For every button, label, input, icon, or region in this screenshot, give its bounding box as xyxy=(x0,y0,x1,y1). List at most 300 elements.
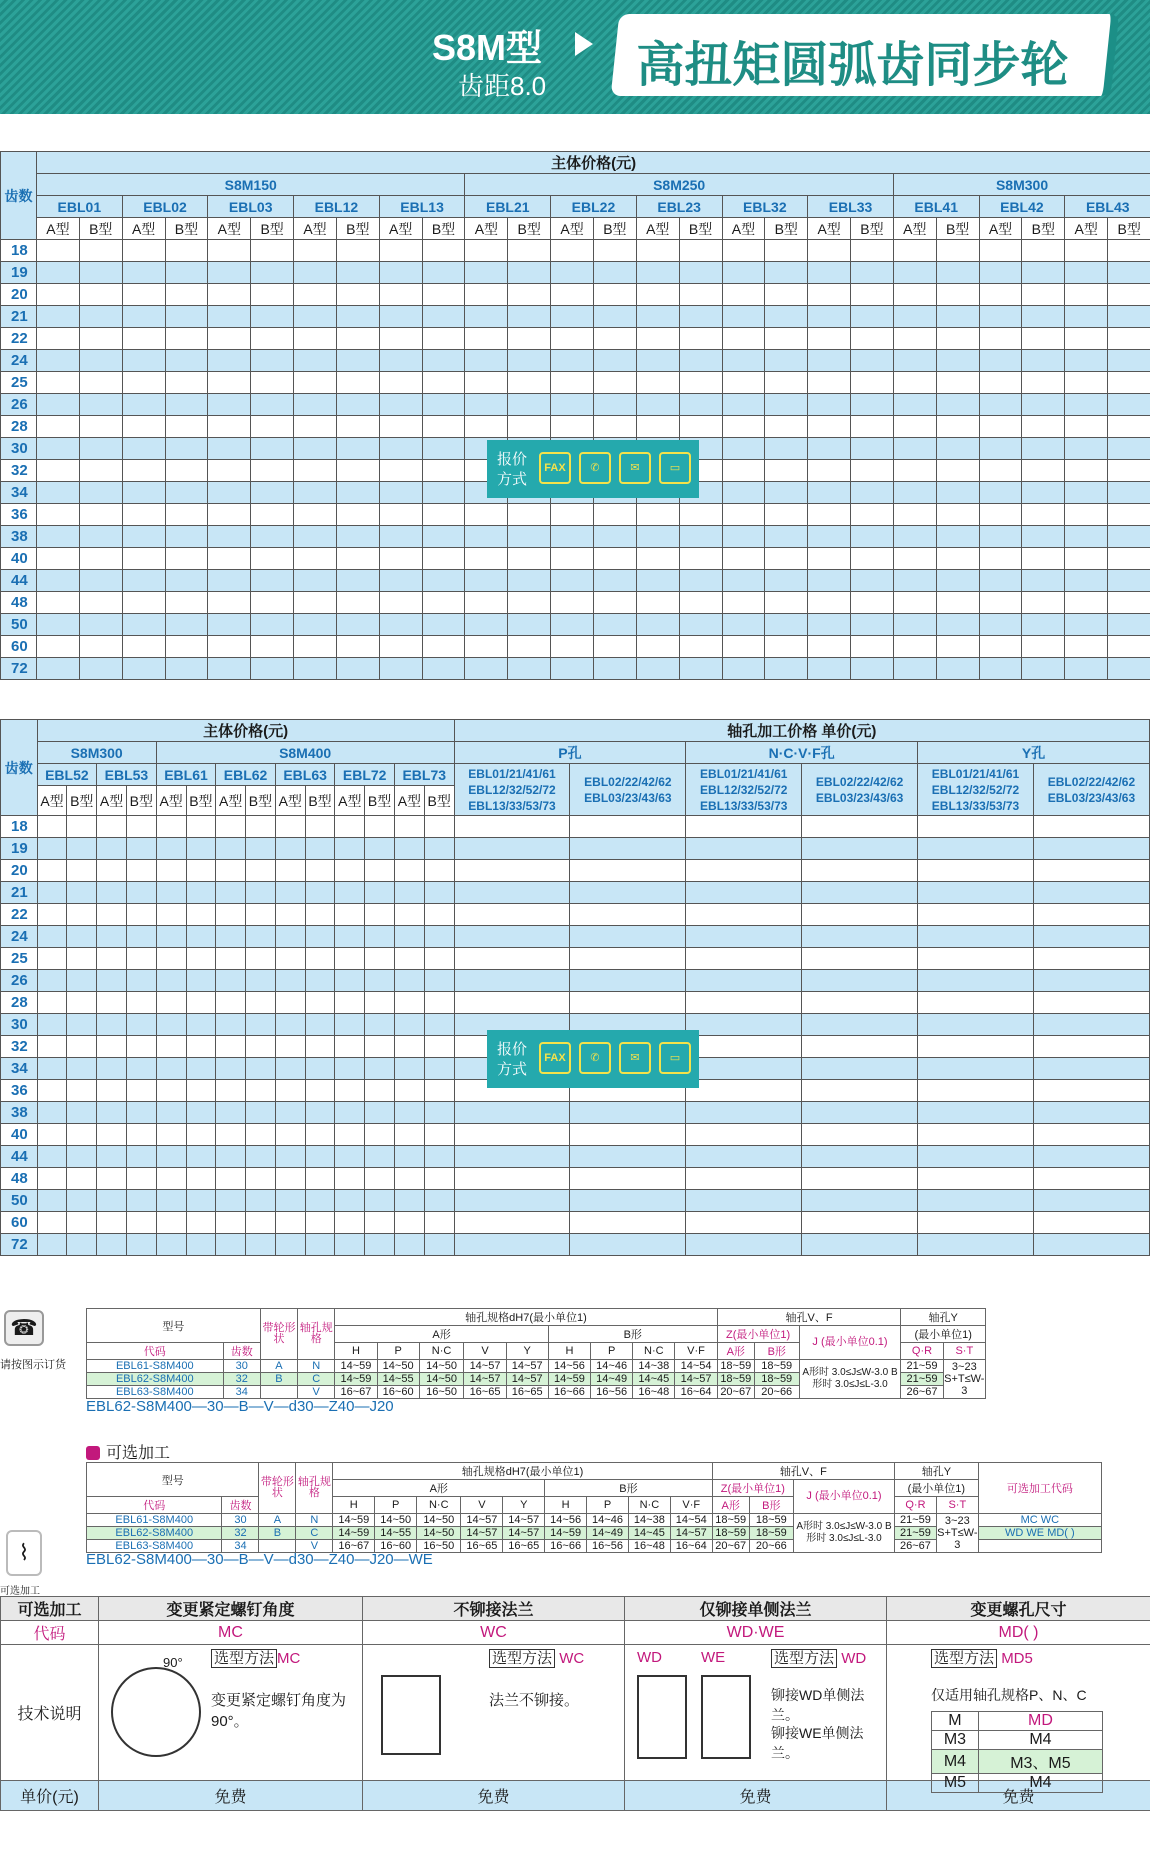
price-cell xyxy=(722,570,765,592)
sub-head: N·C xyxy=(419,1343,464,1360)
spec-cell: 14~56 xyxy=(545,1514,587,1527)
price-cell xyxy=(379,262,422,284)
quote-method-stamp[interactable] xyxy=(487,440,699,498)
price-cell xyxy=(335,1036,365,1058)
shape-head: 带轮形状 xyxy=(260,1309,297,1360)
price-cell xyxy=(305,882,335,904)
sub-head: P xyxy=(377,1343,419,1360)
price-cell xyxy=(165,284,208,306)
price-cell xyxy=(79,350,122,372)
price-cell xyxy=(1108,526,1150,548)
price-cell xyxy=(37,1212,67,1234)
price-cell xyxy=(1065,372,1108,394)
price-cell xyxy=(1022,240,1065,262)
price-cell xyxy=(97,860,127,882)
price-cell xyxy=(251,306,294,328)
teeth-value: 32 xyxy=(1,460,37,482)
price-cell xyxy=(122,284,165,306)
mc-code: MC xyxy=(277,1650,301,1667)
price-cell xyxy=(424,1124,454,1146)
md-r-m: M4 xyxy=(932,1750,979,1774)
price-cell xyxy=(186,882,216,904)
code-header: EBL42 xyxy=(979,196,1065,218)
price-cell xyxy=(1022,482,1065,504)
price-cell xyxy=(722,658,765,680)
price-cell xyxy=(122,372,165,394)
spec-cell: 14~59 xyxy=(335,1373,377,1386)
teeth-value: 36 xyxy=(1,1080,38,1102)
price-cell xyxy=(454,992,570,1014)
spec-cell: N xyxy=(296,1514,333,1527)
price-cell xyxy=(722,416,765,438)
price-cell xyxy=(246,1146,276,1168)
price-cell xyxy=(186,992,216,1014)
price-cell xyxy=(216,970,246,992)
quote-method-stamp-2[interactable] xyxy=(487,1030,699,1088)
price-cell xyxy=(251,460,294,482)
price-cell xyxy=(593,328,636,350)
spec-cell: 14~49 xyxy=(591,1373,633,1386)
price-cell xyxy=(335,1212,365,1234)
price-cell xyxy=(722,284,765,306)
price-cell xyxy=(1065,658,1108,680)
price-cell xyxy=(275,1234,305,1256)
type-a-header: A型 xyxy=(808,218,851,240)
price-cell xyxy=(465,526,508,548)
screen-icon: ▭ xyxy=(659,452,691,484)
spec-cell: 14~56 xyxy=(548,1360,590,1373)
spec-cell: B xyxy=(260,1373,297,1386)
price-cell xyxy=(593,526,636,548)
price-cell xyxy=(422,416,465,438)
price-cell xyxy=(394,926,424,948)
price-cell xyxy=(454,1168,570,1190)
price-cell xyxy=(37,284,80,306)
price-cell xyxy=(251,504,294,526)
price-cell xyxy=(1065,570,1108,592)
teeth-value: 48 xyxy=(1,1168,38,1190)
price-cell xyxy=(79,438,122,460)
price-cell xyxy=(67,1190,97,1212)
price-cell xyxy=(1033,1014,1149,1036)
hole-models-a: EBL01/21/41/61 EBL12/32/52/72 EBL13/33/53/73 xyxy=(454,764,570,816)
price-cell xyxy=(1022,570,1065,592)
price-cell xyxy=(508,658,551,680)
price-cell xyxy=(1108,482,1150,504)
spec-cell: 32 xyxy=(222,1527,259,1540)
price-cell xyxy=(636,240,679,262)
price-cell xyxy=(335,860,365,882)
b-shape-head: B形 xyxy=(548,1326,717,1343)
price-cell xyxy=(122,570,165,592)
opt-head-2: 不铆接法兰 xyxy=(363,1597,625,1621)
price-cell xyxy=(365,838,395,860)
price-cell xyxy=(79,372,122,394)
price-cell xyxy=(335,1146,365,1168)
price-cell xyxy=(679,592,722,614)
type-b-header: B型 xyxy=(126,786,156,816)
price-cell xyxy=(79,570,122,592)
price-cell xyxy=(808,240,851,262)
price-cell xyxy=(305,948,335,970)
type-a-header: A型 xyxy=(208,218,251,240)
price-cell xyxy=(365,1102,395,1124)
price-cell xyxy=(686,1212,802,1234)
price-cell xyxy=(165,394,208,416)
price-cell xyxy=(570,948,686,970)
price-cell xyxy=(424,1212,454,1234)
sub-head: Q·R xyxy=(901,1343,943,1360)
price-cell xyxy=(208,394,251,416)
price-cell xyxy=(424,970,454,992)
model-head: 型号 xyxy=(87,1463,259,1497)
price-cell xyxy=(97,1212,127,1234)
price-cell xyxy=(394,904,424,926)
price-cell xyxy=(246,838,276,860)
teeth-value: 34 xyxy=(1,1058,38,1080)
spec-cell: 14~57 xyxy=(670,1527,712,1540)
price-cell xyxy=(979,262,1022,284)
price-cell xyxy=(1108,262,1150,284)
price-cell xyxy=(275,948,305,970)
opt-code-wdwe: WD·WE xyxy=(625,1621,887,1645)
price-cell xyxy=(336,328,379,350)
price-cell xyxy=(851,636,894,658)
price-cell xyxy=(636,614,679,636)
spec-cell: B xyxy=(259,1527,296,1540)
price-cell xyxy=(1108,306,1150,328)
pitch-label: 齿距8.0 xyxy=(458,71,547,101)
table-row xyxy=(1,1168,1150,1190)
price-cell xyxy=(1108,460,1150,482)
price-cell xyxy=(802,1080,918,1102)
price-cell xyxy=(156,1212,186,1234)
hole-models-b: EBL02/22/42/62 EBL03/23/43/63 xyxy=(1033,764,1149,816)
sub-head: H xyxy=(335,1343,377,1360)
price-cell xyxy=(126,926,156,948)
price-cell xyxy=(216,882,246,904)
order-spec-table xyxy=(86,1308,986,1399)
we-diagram xyxy=(701,1675,751,1759)
price-cell xyxy=(294,394,337,416)
mc-angle: 90° xyxy=(163,1655,183,1670)
spec-cell: 16~64 xyxy=(675,1386,717,1399)
price-cell xyxy=(294,658,337,680)
price-cell xyxy=(122,350,165,372)
price-cell xyxy=(722,438,765,460)
sub-head: Q·R xyxy=(895,1497,937,1514)
price-cell xyxy=(294,460,337,482)
price-cell xyxy=(918,1080,1034,1102)
price-cell xyxy=(424,1058,454,1080)
price-cell xyxy=(424,1190,454,1212)
price-cell xyxy=(593,614,636,636)
price-cell xyxy=(37,948,67,970)
md-code: MD5 xyxy=(1001,1650,1033,1667)
price-cell xyxy=(251,328,294,350)
price-cell xyxy=(1022,526,1065,548)
price-cell xyxy=(379,658,422,680)
table-row xyxy=(1,284,1150,306)
price-cell xyxy=(246,1058,276,1080)
price-cell xyxy=(126,1058,156,1080)
price-cell xyxy=(97,1146,127,1168)
sub-head: V xyxy=(464,1343,506,1360)
price-cell xyxy=(936,592,979,614)
mail-icon: ✉ xyxy=(619,1042,651,1074)
price-cell xyxy=(1022,636,1065,658)
price-cell xyxy=(251,482,294,504)
teeth-value: 50 xyxy=(1,614,37,636)
price-cell xyxy=(379,394,422,416)
price-cell xyxy=(156,970,186,992)
price-cell xyxy=(722,482,765,504)
opt-head-4: 变更螺孔尺寸 xyxy=(887,1597,1150,1621)
type-a-header: A型 xyxy=(294,218,337,240)
price-cell xyxy=(305,904,335,926)
price-cell xyxy=(465,548,508,570)
spec-cell: 18~59 xyxy=(749,1514,793,1527)
price-cell xyxy=(379,504,422,526)
price-cell xyxy=(722,240,765,262)
price-cell xyxy=(765,306,808,328)
price-cell xyxy=(394,838,424,860)
price-cell xyxy=(636,592,679,614)
price-cell xyxy=(165,328,208,350)
code-header: EBL12 xyxy=(294,196,380,218)
price-cell xyxy=(765,416,808,438)
price-cell xyxy=(37,1190,67,1212)
price-cell xyxy=(1022,592,1065,614)
group-header: S8M250 xyxy=(465,174,893,196)
price-cell xyxy=(156,926,186,948)
table-row xyxy=(1,1190,1150,1212)
price-cell xyxy=(275,1058,305,1080)
md-r-md: M3、M5 xyxy=(978,1750,1102,1774)
price-cell xyxy=(394,948,424,970)
price-cell xyxy=(979,592,1022,614)
price-cell xyxy=(593,350,636,372)
screen-icon: ▭ xyxy=(659,1042,691,1074)
price-cell xyxy=(97,926,127,948)
price-cell xyxy=(422,262,465,284)
price-cell xyxy=(808,460,851,482)
teeth-value: 50 xyxy=(1,1190,38,1212)
price-cell xyxy=(336,240,379,262)
price-cell xyxy=(79,548,122,570)
price-header: 主体价格(元) xyxy=(37,152,1150,174)
option-sample: EBL62-S8M400—30—B—V—d30—Z40—J20—WE xyxy=(86,1551,433,1568)
price-cell xyxy=(216,1212,246,1234)
price-cell xyxy=(165,438,208,460)
type-a-header: A型 xyxy=(37,218,80,240)
price-cell xyxy=(275,1014,305,1036)
price-cell xyxy=(1065,262,1108,284)
price-cell xyxy=(422,284,465,306)
spec-cell: 20~67 xyxy=(717,1386,754,1399)
price-cell xyxy=(97,1036,127,1058)
price-cell xyxy=(1033,1190,1149,1212)
price-cell xyxy=(365,1190,395,1212)
price-cell xyxy=(335,1102,365,1124)
price-cell xyxy=(251,372,294,394)
price-cell xyxy=(1033,1058,1149,1080)
j-rule: A形时 3.0≤J≤W-3.0 B形时 3.0≤J≤L-3.0 xyxy=(793,1514,894,1553)
price-cell xyxy=(126,838,156,860)
price-cell xyxy=(1108,240,1150,262)
price-cell xyxy=(636,350,679,372)
price-cell xyxy=(216,1146,246,1168)
price-cell xyxy=(422,372,465,394)
md-r-md: M4 xyxy=(978,1731,1102,1750)
price-cell xyxy=(686,1036,802,1058)
price-cell xyxy=(305,1058,335,1080)
stamp-text-1: 报价 xyxy=(497,1041,528,1058)
price-cell xyxy=(379,284,422,306)
price-cell xyxy=(454,1102,570,1124)
price-cell xyxy=(335,904,365,926)
price-cell xyxy=(893,416,936,438)
price-cell xyxy=(893,262,936,284)
price-cell xyxy=(251,438,294,460)
price-cell xyxy=(165,548,208,570)
price-cell xyxy=(294,284,337,306)
price-cell xyxy=(1108,658,1150,680)
price-cell xyxy=(422,548,465,570)
price-cell xyxy=(156,1014,186,1036)
price-cell xyxy=(305,1080,335,1102)
price-cell xyxy=(156,860,186,882)
price-cell xyxy=(686,970,802,992)
price-cell xyxy=(126,882,156,904)
sub-head: N·C xyxy=(633,1343,675,1360)
price-cell xyxy=(1065,460,1108,482)
price-cell xyxy=(918,904,1034,926)
price-cell xyxy=(365,992,395,1014)
md-text: 仅适用轴孔规格P、N、C xyxy=(931,1687,1087,1703)
price-cell xyxy=(802,1014,918,1036)
price-cell xyxy=(851,438,894,460)
teeth-value: 32 xyxy=(1,1036,38,1058)
price-cell xyxy=(508,328,551,350)
price-cell xyxy=(851,350,894,372)
teeth-value: 24 xyxy=(1,350,37,372)
price-cell xyxy=(465,504,508,526)
price-cell xyxy=(336,548,379,570)
price-cell xyxy=(97,970,127,992)
price-cell xyxy=(551,262,594,284)
spec-cell: 14~59 xyxy=(545,1527,587,1540)
price-cell xyxy=(893,504,936,526)
price-cell xyxy=(722,394,765,416)
price-cell xyxy=(186,1212,216,1234)
price-cell xyxy=(1022,548,1065,570)
price-cell xyxy=(379,482,422,504)
price-cell xyxy=(422,394,465,416)
code-header: EBL02 xyxy=(122,196,208,218)
price-cell xyxy=(394,1124,424,1146)
spec-cell: 16~65 xyxy=(461,1540,503,1553)
price-cell xyxy=(394,882,424,904)
price-cell xyxy=(165,504,208,526)
price-cell xyxy=(1022,460,1065,482)
price-cell xyxy=(246,904,276,926)
price-cell xyxy=(1022,394,1065,416)
table-row xyxy=(1,816,1150,838)
option-title-text: 可选加工 xyxy=(106,1445,171,1462)
price-cell xyxy=(394,1058,424,1080)
price-cell xyxy=(165,592,208,614)
price-cell xyxy=(893,372,936,394)
price-cell xyxy=(156,1190,186,1212)
type-b-header: B型 xyxy=(679,218,722,240)
price-cell xyxy=(305,992,335,1014)
price-cell xyxy=(208,460,251,482)
price-cell xyxy=(67,1168,97,1190)
wd-diagram xyxy=(637,1675,687,1759)
price-cell xyxy=(37,438,80,460)
price-cell xyxy=(37,548,80,570)
price-cell xyxy=(465,284,508,306)
price-cell xyxy=(216,1168,246,1190)
price-cell xyxy=(893,460,936,482)
price-header: 主体价格(元) xyxy=(37,720,454,742)
price-cell xyxy=(186,1102,216,1124)
hole-header: P孔 xyxy=(454,742,686,764)
order-sample: EBL62-S8M400—30—B—V—d30—Z40—J20 xyxy=(86,1398,394,1415)
price-cell xyxy=(802,1036,918,1058)
price-cell xyxy=(275,1036,305,1058)
spec-cell: 26~67 xyxy=(895,1540,937,1553)
price-cell xyxy=(165,372,208,394)
price-cell xyxy=(336,394,379,416)
price-cell xyxy=(1022,614,1065,636)
price-cell xyxy=(335,1234,365,1256)
price-cell xyxy=(808,658,851,680)
price-cell xyxy=(679,240,722,262)
price-cell xyxy=(424,838,454,860)
price-cell xyxy=(1108,284,1150,306)
price-cell xyxy=(679,394,722,416)
price-cell xyxy=(465,328,508,350)
price-cell xyxy=(37,240,80,262)
price-cell xyxy=(156,882,186,904)
price-cell xyxy=(465,372,508,394)
price-cell xyxy=(1022,658,1065,680)
a-shape-head: A形 xyxy=(335,1326,549,1343)
option-tool-icon: ⌇ xyxy=(6,1530,42,1576)
price-cell xyxy=(551,658,594,680)
price-cell xyxy=(851,548,894,570)
price-cell xyxy=(67,970,97,992)
price-cell xyxy=(1033,1234,1149,1256)
price-cell xyxy=(1065,350,1108,372)
price-cell xyxy=(636,526,679,548)
sel-method: 选型方法 xyxy=(931,1649,997,1668)
price-cell xyxy=(246,1080,276,1102)
spec-cell: 14~46 xyxy=(591,1360,633,1373)
price-cell xyxy=(570,1190,686,1212)
model-head: 型号 xyxy=(87,1309,261,1343)
price-cell xyxy=(208,240,251,262)
price-cell xyxy=(936,262,979,284)
spec-cell: 14~46 xyxy=(587,1514,629,1527)
price-cell xyxy=(216,838,246,860)
price-cell xyxy=(305,838,335,860)
price-cell xyxy=(1065,504,1108,526)
bore-head: 轴孔规格 xyxy=(298,1309,335,1360)
price-cell xyxy=(808,306,851,328)
